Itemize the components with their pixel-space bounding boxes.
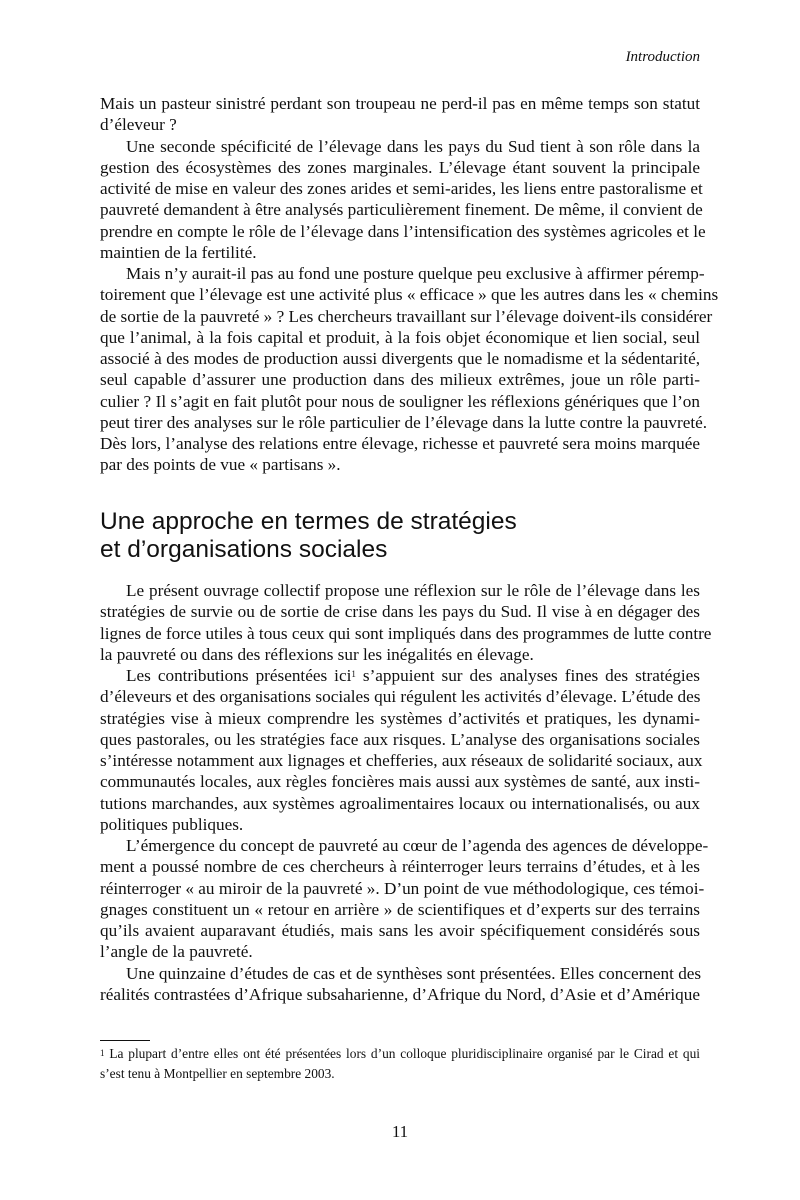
text-line: tutions marchandes, aux systèmes agroalimentaires locaux ou internationalisés, ou aux [100, 793, 700, 813]
text-line: maintien de la fertilité. [100, 242, 257, 262]
text-line: Les contributions présentées ici$^1$ s’appuient sur des analyses fines des stratégies [126, 666, 700, 685]
text-line: la pauvreté ou dans des réflexions sur les inégalités en élevage. [100, 644, 534, 664]
paragraph [100, 93, 700, 136]
text-line: réinterroger « au miroir de la pauvreté ». D’un point de vue méthodologique, ces témoi- [100, 878, 705, 898]
text-line: prendre en compte le rôle de l’élevage dans l’intensification des systèmes agricoles et le [100, 221, 706, 241]
text-line: Mais n’y aurait-il pas au fond une posture quelque peu exclusive à affirmer péremp- [126, 264, 705, 283]
text-line: gestion des écosystèmes des zones marginales. L’élevage étant souvent la principale [100, 157, 700, 177]
text-line: Dès lors, l’analyse des relations entre élevage, richesse et pauvreté sera moins marquée [100, 434, 700, 453]
text-line: Une seconde spécificité de l’élevage dans les pays du Sud tient à son rôle dans la [126, 136, 700, 156]
paragraph [100, 963, 700, 1006]
text-line: pauvreté demandent à être analysés particulièrement finement. De même, il convient de [100, 200, 703, 220]
text-line: Une quinzaine d’études de cas et de synthèses sont présentées. Elles concernent des [126, 963, 702, 983]
text-line: ment a poussé nombre de ces chercheurs à réinterroger leurs terrains d’études, et à les [100, 857, 700, 877]
text-line: qu’ils avaient auparavant étudiés, mais sans les avoir spécifiquement considérés sous [100, 921, 700, 940]
section-heading [100, 508, 517, 564]
text-line: toirement que l’élevage est une activité plus « efficace » que les autres dans les « chemins [100, 285, 719, 305]
text-line: par des points de vue « partisans ». [100, 455, 341, 475]
text-line: stratégies de survie ou de sortie de crise dans les pays du Sud. Il vise à en dégager des [100, 602, 700, 622]
section-intro-body [100, 93, 719, 476]
text-line: associé à des modes de production aussi divergents que le nomadisme et la sédentarité, [100, 349, 700, 368]
text-line: culier ? Il s’agit en fait plutôt pour nous de souligner les réflexions génériques que l’on [100, 391, 700, 411]
text-line: stratégies vise à mieux comprendre les systèmes d’activités et pratiques, les dynami- [100, 708, 700, 728]
text-line: Le présent ouvrage collectif propose une réflexion sur le rôle de l’élevage dans les [126, 581, 700, 600]
footnote-divider [100, 1040, 150, 1041]
text-line: ques pastorales, ou les stratégies face aux risques. L’analyse des organisations sociales [100, 729, 700, 749]
page-number: 11 [391, 1122, 409, 1141]
section-heading-line: Une approche en termes de stratégies [100, 508, 517, 535]
paragraph [100, 136, 706, 264]
text-line: réalités contrastées d’Afrique subsaharienne, d’Afrique du Nord, d’Asie et d’Amérique [100, 984, 700, 1004]
paragraph [100, 263, 719, 476]
text-line: s’intéresse notamment aux lignages et chefferies, aux réseaux de solidarité sociaux, aux [100, 751, 703, 770]
footnote-marker: 1 [100, 1048, 105, 1058]
text-line: d’éleveurs et des organisations sociales qui régulent les activités d’élevage. L’étude des [100, 687, 701, 707]
text-line: politiques publiques. [100, 814, 244, 834]
footnote-marker: 1 [351, 669, 356, 679]
text-line: de sortie de la pauvreté » ? Les chercheurs travaillant sur l’élevage doivent-ils considérer [100, 306, 713, 326]
paragraph [100, 580, 712, 665]
paragraph [100, 665, 703, 835]
text-line: seul capable d’assurer une production dans des milieux extrêmes, joue un rôle parti- [100, 370, 700, 390]
text-line: lignes de force utiles à tous ceux qui sont impliqués dans des programmes de lutte contre [100, 623, 712, 643]
paragraph [100, 835, 709, 963]
section-strategies-body [100, 580, 712, 1005]
running-head: Introduction [625, 49, 700, 65]
footnote-line: $^1$ La plupart d’entre elles ont été présentées lors d’un colloque pluridisciplinaire organisé par le Cirad et qui [100, 1046, 700, 1061]
text-line: que l’animal, à la fois capital et produit, à la fois objet économique et lien social, seul [100, 327, 700, 347]
section-heading-line: et d’organisations sociales [100, 536, 388, 563]
text-line: L’émergence du concept de pauvreté au cœur de l’agenda des agences de développe- [126, 836, 709, 855]
text-line: l’angle de la pauvreté. [100, 942, 253, 962]
footnote-line: s’est tenu à Montpellier en septembre 2003. [100, 1066, 335, 1081]
text-line: communautés locales, aux règles foncières mais aussi aux systèmes de santé, aux insti- [100, 772, 700, 792]
text-line: d’éleveur ? [100, 115, 177, 135]
text-line: Mais un pasteur sinistré perdant son troupeau ne perd-il pas en même temps son statut [100, 94, 700, 113]
text-line: peut tirer des analyses sur le rôle particulier de l’élevage dans la lutte contre la pauvreté. [100, 412, 708, 432]
text-line: gnages constituent un « retour en arrière » de scientifiques et d’experts sur des terrains [100, 899, 700, 919]
text-line: activité de mise en valeur des zones arides et semi-arides, les liens entre pastoralisme et [100, 179, 703, 198]
footnote [100, 1044, 700, 1084]
